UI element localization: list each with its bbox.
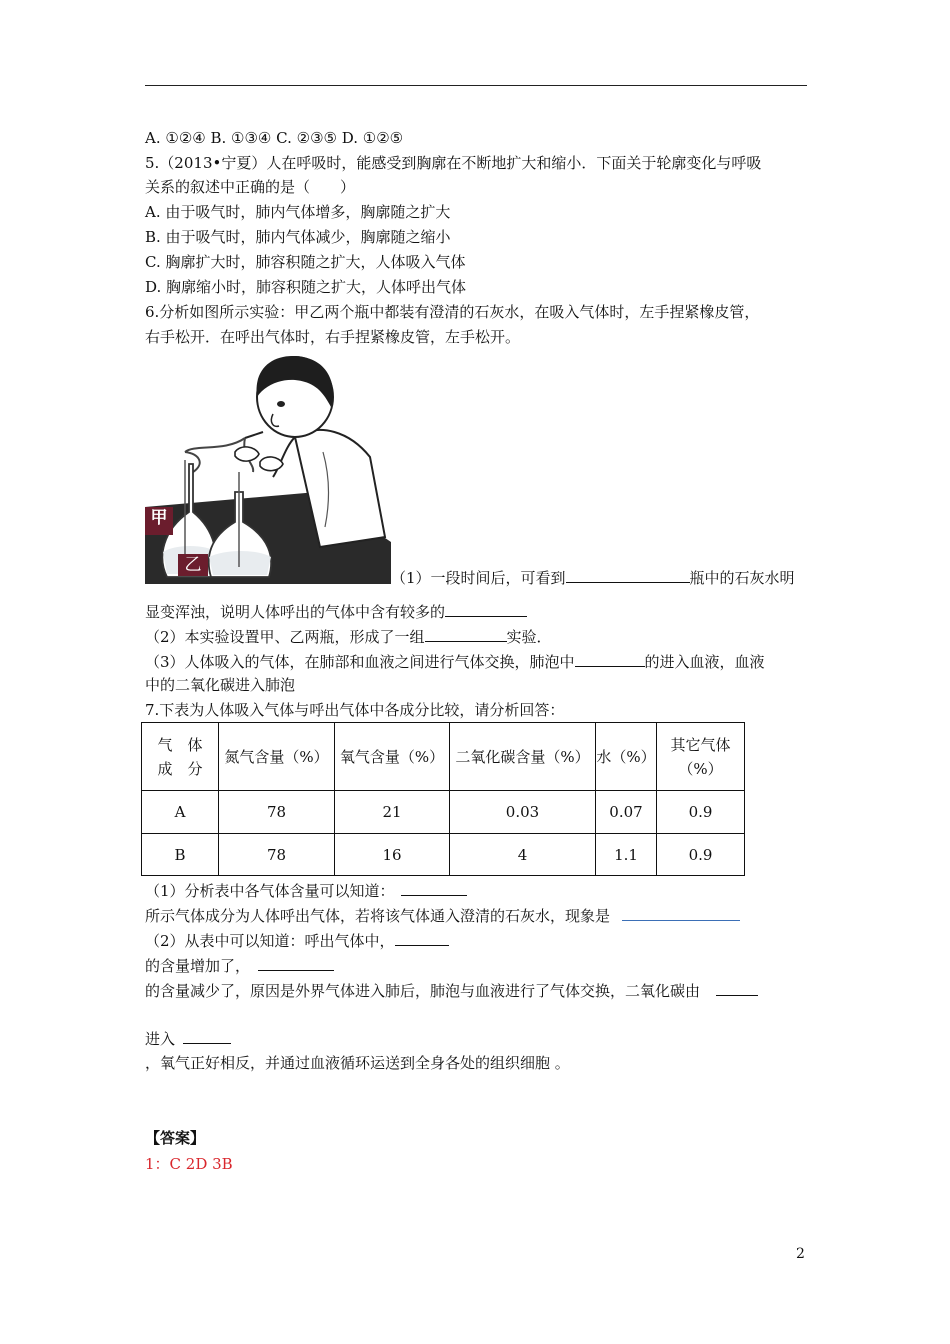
answer-text: 1：C 2D 3B bbox=[145, 1155, 233, 1173]
header-cell-other bbox=[657, 723, 745, 791]
q6-part1-blank-gas[interactable] bbox=[445, 600, 527, 617]
q5-option-c: C. 胸廓扩大时，肺容积随之扩大，人体吸入气体 bbox=[145, 253, 466, 271]
header-other-line1: 其它气体 bbox=[670, 735, 731, 754]
q7-part2-text-a: （2）从表中可以知道：呼出气体中， bbox=[145, 932, 395, 950]
q6-part1 bbox=[391, 566, 795, 589]
q6-stem-line1: 6.分析如图所示实验：甲乙两个瓶中都装有澄清的石灰水，在吸入气体时，左手捏紧橡皮管， bbox=[145, 303, 760, 321]
table-row bbox=[142, 834, 745, 876]
q5-option-b: B. 由于吸气时，肺内气体减少，胸廓随之缩小 bbox=[145, 228, 451, 246]
row-a-water: 0.07 bbox=[596, 791, 657, 834]
q6-part1-blank-flask[interactable] bbox=[566, 566, 690, 583]
row-b-name: B bbox=[142, 834, 219, 876]
q7-part2-line4 bbox=[145, 1027, 231, 1050]
header-component-line1: 气 体 bbox=[157, 735, 203, 754]
q7-part1-text-b: 所示气体成分为人体呼出气体，若将该气体通入澄清的石灰水，现象是 bbox=[145, 907, 611, 925]
q5-stem-line2: 关系的叙述中正确的是（ ） bbox=[145, 178, 356, 196]
answer-heading: 【答案】 bbox=[145, 1129, 206, 1147]
q6-part2 bbox=[145, 625, 552, 648]
row-a-other: 0.9 bbox=[657, 791, 745, 834]
row-b-nitrogen: 78 bbox=[219, 834, 335, 876]
gas-composition-table bbox=[141, 722, 745, 876]
row-b-co2: 4 bbox=[450, 834, 596, 876]
q6-part1-cont bbox=[145, 600, 527, 623]
flask-label-jia: 甲 bbox=[145, 507, 173, 535]
q7-part2-text-d: 进入 bbox=[145, 1030, 176, 1048]
row-a-co2: 0.03 bbox=[450, 791, 596, 834]
q7-part1-cont bbox=[145, 904, 740, 927]
q5-option-d: D. 胸廓缩小时，肺容积随之扩大，人体呼出气体 bbox=[145, 278, 467, 296]
row-a-nitrogen: 78 bbox=[219, 791, 335, 834]
q7-part2-text-c: 的含量减少了，原因是外界气体进入肺后，肺泡与血液进行了气体交换，二氧化碳由 bbox=[145, 982, 701, 1000]
row-a-oxygen: 21 bbox=[335, 791, 450, 834]
q7-part2-blank-increase[interactable] bbox=[395, 929, 449, 946]
q6-part3-cont: 中的二氧化碳进入肺泡 bbox=[145, 676, 296, 694]
row-b-other: 0.9 bbox=[657, 834, 745, 876]
header-cell-nitrogen: 氮气含量（%） bbox=[219, 723, 335, 791]
header-cell-component bbox=[142, 723, 219, 791]
flask-label-yi: 乙 bbox=[178, 554, 208, 576]
q6-part2-text-a: （2）本实验设置甲、乙两瓶，形成了一组 bbox=[145, 628, 425, 646]
q6-part1-text-a: （1）一段时间后，可看到 bbox=[391, 569, 566, 587]
row-a-name: A bbox=[142, 791, 219, 834]
q7-part2 bbox=[145, 929, 449, 952]
q5-option-a: A. 由于吸气时，肺内气体增多，胸廓随之扩大 bbox=[145, 203, 451, 221]
header-cell-co2: 二氧化碳含量（%） bbox=[450, 723, 596, 791]
header-rule bbox=[145, 85, 807, 86]
q7-part2-blank-decrease[interactable] bbox=[258, 954, 334, 971]
q7-part2-line5: ，氧气正好相反，并通过血液循环运送到全身各处的组织细胞 。 bbox=[145, 1054, 570, 1072]
q4-options: A. ①②④ B. ①③④ C. ②③⑤ D. ①②⑤ bbox=[145, 129, 404, 147]
row-b-water: 1.1 bbox=[596, 834, 657, 876]
q7-part1-text-a: （1）分析表中各气体含量可以知道： bbox=[145, 882, 395, 900]
q7-stem: 7.下表为人体吸入气体与呼出气体中各成分比较，请分析回答： bbox=[145, 701, 565, 719]
header-other-line2: （%） bbox=[678, 759, 723, 778]
header-component-line2: 成 分 bbox=[157, 759, 203, 778]
q6-part3 bbox=[145, 650, 765, 673]
q7-part1 bbox=[145, 879, 467, 902]
table-row bbox=[142, 791, 745, 834]
table-header-row bbox=[142, 723, 745, 791]
experiment-drawing bbox=[145, 352, 391, 584]
q7-part2-blank-to[interactable] bbox=[183, 1027, 231, 1044]
q7-part2-text-b: 的含量增加了， bbox=[145, 957, 251, 975]
q7-part2-line2 bbox=[145, 954, 334, 977]
q6-stem-line2: 右手松开．在呼出气体时，右手捏紧橡皮管，左手松开。 bbox=[145, 328, 521, 346]
q7-part2-blank-from[interactable] bbox=[716, 979, 758, 996]
q6-part3-blank[interactable] bbox=[575, 650, 645, 667]
q6-part3-text-a: （3）人体吸入的气体，在肺部和血液之间进行气体交换，肺泡中 bbox=[145, 653, 575, 671]
q6-part1-text-b: 瓶中的石灰水明 bbox=[689, 569, 795, 587]
q6-part1-text-c: 显变浑浊，说明人体呼出的气体中含有较多的 bbox=[145, 603, 446, 621]
row-b-oxygen: 16 bbox=[335, 834, 450, 876]
q6-part2-text-b: 实验． bbox=[506, 628, 552, 646]
q6-part2-blank[interactable] bbox=[425, 625, 507, 642]
experiment-illustration bbox=[145, 352, 391, 584]
q7-part2-line3 bbox=[145, 979, 758, 1002]
q7-part1-blank-phenomenon[interactable] bbox=[622, 904, 740, 921]
page-number: 2 bbox=[796, 1246, 805, 1262]
q7-part1-blank[interactable] bbox=[401, 879, 467, 896]
q5-stem-line1: 5.（2013•宁夏）人在呼吸时，能感受到胸廓在不断地扩大和缩小．下面关于轮廓变化与呼吸 bbox=[145, 154, 762, 172]
q6-part3-text-b: 的进入血液，血液 bbox=[644, 653, 765, 671]
header-cell-water: 水（%） bbox=[596, 723, 657, 791]
header-cell-oxygen: 氧气含量（%） bbox=[335, 723, 450, 791]
